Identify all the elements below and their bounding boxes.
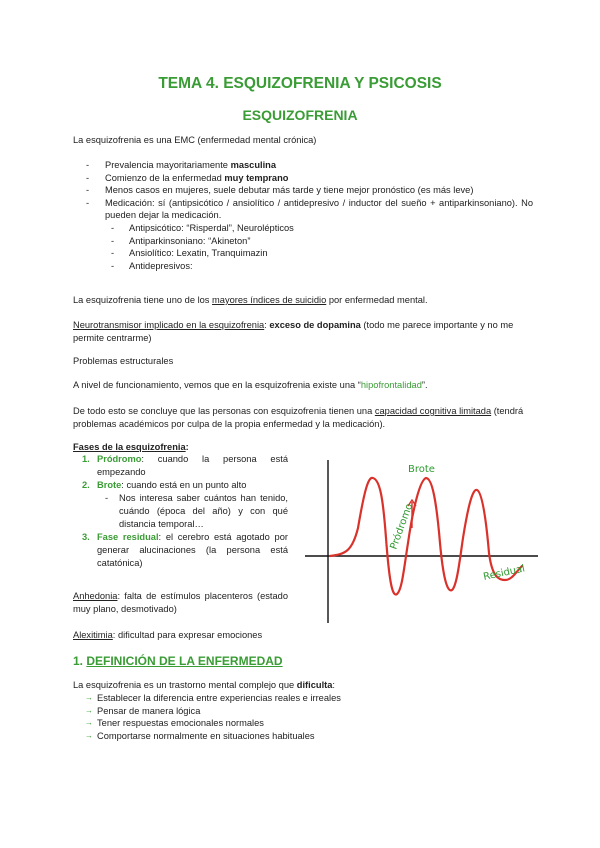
phases-list	[73, 453, 288, 570]
list-item: - Ansiolítico: Lexatin, Tranquimazin	[105, 247, 533, 260]
section-subtitle: ESQUIZOFRENIA	[242, 107, 358, 123]
characteristics-list	[73, 159, 533, 272]
list-item: - Nos interesa saber cuántos han tenido, cuándo (época del año) y con qué distancia temporal…	[97, 492, 288, 531]
arrow-icon: →	[85, 730, 93, 740]
list-item: 3. Fase residual: el cerebro está agotado por generar alucinaciones (la persona está catatónica)	[82, 532, 288, 568]
structural-text: Problemas estructurales	[73, 356, 174, 366]
phase-sublist	[97, 492, 288, 531]
arrow-icon: →	[85, 718, 93, 728]
difficulties-list	[73, 692, 341, 742]
list-item: → Establecer la diferencia entre experiencias reales e irreales	[85, 693, 341, 703]
section-heading: 1. DEFINICIÓN DE LA ENFERMEDAD	[73, 654, 283, 668]
page-title: TEMA 4. ESQUIZOFRENIA Y PSICOSIS	[158, 75, 442, 92]
graph-label-residual: Residual	[482, 563, 526, 583]
neurotransmitter-paragraph: Neurotransmisor implicado en la esquizofrenia: exceso de dopamina (todo me parece importante y no me permite centrarme)	[73, 320, 514, 343]
phases-sketch-graph	[300, 458, 540, 628]
capacity-paragraph: De todo esto se concluye que las personas con esquizofrenia tienen una capacidad cognitiva limitada (tendrá problemas académicos por culpa de la propia enfermedad y la medicación).	[73, 406, 524, 429]
hypofrontality-paragraph: A nivel de funcionamiento, vemos que en la esquizofrenia existe una “hipofrontalidad”.	[73, 380, 428, 390]
list-item: → Comportarse normalmente en situaciones habituales	[85, 730, 315, 741]
list-item: - Antiparkinsoniano: “Akineton”	[105, 235, 533, 248]
list-item: 2. Brote: cuando está en un punto alto - Nos interesa saber cuántos han tenido, cuándo (época del año) y con qué distancia temporal…	[73, 479, 288, 531]
list-item: - Antipsicótico: “Risperdal”, Neurolépticos	[105, 222, 533, 235]
list-item: - Antidepresivos:	[105, 260, 533, 273]
graph-label-prodromo: Pródromo	[388, 502, 416, 552]
alexitimia-paragraph: Alexitimia: dificultad para expresar emociones	[73, 630, 263, 640]
graph-label-brote: Brote	[408, 464, 435, 475]
suicide-paragraph: La esquizofrenia tiene uno de los mayores índices de suicidio por enfermedad mental.	[73, 295, 428, 305]
list-item: 1. Pródromo: cuando la persona está empezando	[82, 454, 288, 477]
list-item: - Medicación: sí (antipsicótico / ansiolítico / antidepresivo / inductor del sueño + antiparkinsoniano). No pueden dejar la medicación. - Antipsicótico: “Risperdal”, Neurolépticos - Antiparkinsoniano: “Akineton” - Ansiolítico: Lexatin, Tranquimazin - Antidepresivos:	[73, 197, 533, 273]
list-item: → Tener respuestas emocionales normales	[85, 718, 264, 729]
arrow-icon: →	[85, 705, 93, 715]
intro-text: La esquizofrenia es una EMC (enfermedad mental crónica)	[73, 135, 317, 145]
phases-heading: Fases de la esquizofrenia:	[73, 442, 189, 452]
definition-paragraph: La esquizofrenia es un trastorno mental complejo que dificulta:	[73, 680, 336, 690]
medication-sublist	[105, 222, 533, 272]
anhedonia-paragraph: Anhedonia: falta de estímulos placenteros (estado muy plano, desmotivado)	[73, 591, 288, 614]
arrow-icon: →	[85, 693, 93, 702]
list-item: - Menos casos en mujeres, suele debutar más tarde y tiene mejor pronóstico (es más leve)	[73, 184, 533, 197]
list-item: - Prevalencia mayoritariamente masculina	[73, 159, 533, 172]
list-item: → Pensar de manera lógica	[85, 705, 201, 716]
list-item: - Comienzo de la enfermedad muy temprano	[73, 172, 533, 185]
